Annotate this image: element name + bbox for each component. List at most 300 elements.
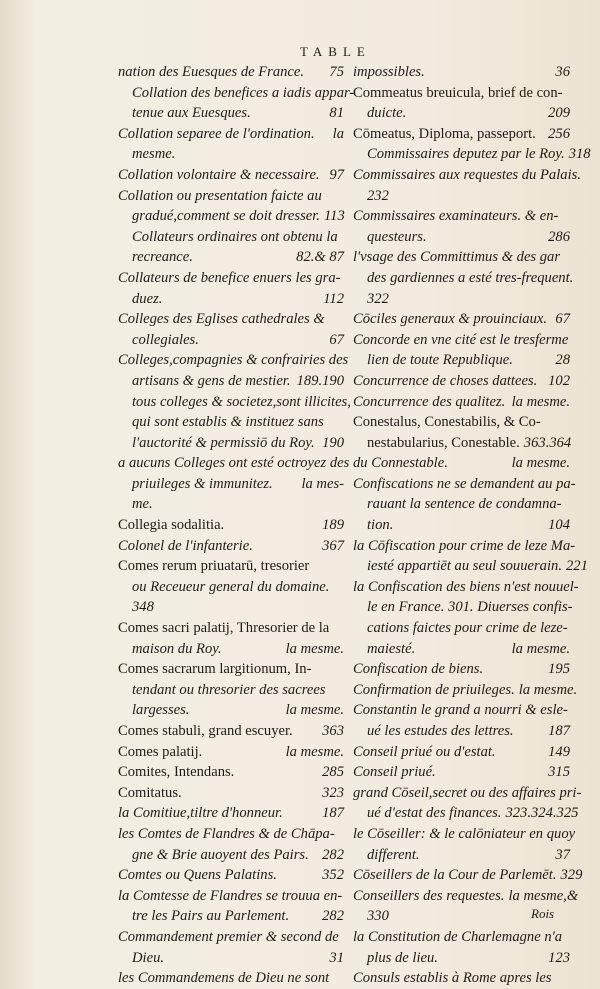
- entry-text: qui sont establis & instituez sans: [132, 414, 324, 431]
- entry-line: [353, 597, 573, 618]
- index-entry: [353, 865, 583, 886]
- page-reference: la mesme.: [285, 640, 344, 657]
- page-reference: [340, 577, 344, 598]
- entry-line: [353, 536, 576, 557]
- entry-text: Cōmeatus, Diploma, passeport.: [353, 125, 536, 142]
- entry-line: [353, 845, 570, 866]
- page-reference: 113: [323, 208, 345, 225]
- entry-line: [353, 453, 570, 474]
- entry-text: Concorde en vne cité est le tresferme: [353, 331, 569, 348]
- entry-text: Confiscation de biens.: [353, 661, 484, 678]
- page-reference: 189.190: [296, 372, 344, 389]
- page-reference: [340, 144, 344, 165]
- entry-text: Comes rerum priuatarū, tresorier: [118, 558, 310, 575]
- index-entry: [118, 803, 344, 824]
- index-entry: [353, 536, 588, 577]
- page-reference: [348, 350, 352, 371]
- index-entry: [118, 309, 344, 350]
- entry-line: [118, 536, 344, 557]
- entry-text: Collateurs ordinaires ont obtenu la: [132, 228, 338, 245]
- entry-line: [353, 124, 570, 145]
- entry-line: [353, 186, 570, 207]
- entry-line: [118, 350, 349, 371]
- entry-text: Comites, Intendans.: [118, 764, 235, 781]
- page-reference: [566, 968, 570, 989]
- entry-text: Collation des benefices a iadis appar-: [132, 84, 355, 101]
- entry-text: Comes stabuli, grand escuyer.: [118, 723, 293, 739]
- index-entry: [353, 577, 579, 659]
- entry-line: [118, 62, 344, 83]
- entry-line: [118, 597, 344, 618]
- index-entry: [353, 824, 576, 865]
- entry-text: le Cōseiller: & le calōniateur en quoy: [353, 825, 576, 842]
- page-reference: [575, 536, 579, 557]
- entry-text: Confirmation de priuileges.: [353, 681, 515, 698]
- entry-line: [353, 206, 570, 227]
- entry-text: Cōseillers de la Cour de Parlemēt.: [353, 867, 557, 884]
- index-entry: [353, 83, 570, 124]
- entry-text: tous colleges & societez,sont illicites,: [132, 393, 351, 410]
- page-reference: 363: [322, 723, 344, 739]
- entry-line: [118, 268, 344, 289]
- entry-text: plus de lieu.: [367, 949, 438, 966]
- page-reference: [568, 330, 572, 351]
- index-entry: [118, 453, 350, 515]
- page-reference: 282: [322, 908, 344, 925]
- entry-line: [353, 62, 570, 83]
- index-entry: [118, 62, 355, 124]
- entry-text: Commissaires deputez par le Roy.: [367, 146, 565, 163]
- entry-text: Concurrence des qualitez.: [353, 393, 506, 410]
- entry-text: tendant ou thresorier des sacrees: [132, 681, 326, 698]
- entry-line: [353, 83, 570, 104]
- entry-line: [353, 680, 578, 701]
- entry-text: Collateurs de benefice enuers les gra-: [118, 269, 341, 286]
- index-entry: [118, 783, 344, 804]
- entry-text: nation des Euesques de France.: [118, 64, 305, 80]
- entry-text: gne & Brie auoyent des Pairs.: [132, 846, 309, 863]
- entry-text: Collation volontaire & necessaire.: [118, 166, 320, 183]
- entry-line: [118, 494, 344, 515]
- entry-line: [118, 803, 344, 824]
- entry-line: [353, 144, 591, 165]
- index-entry: [118, 742, 344, 763]
- index-entry: [353, 206, 570, 247]
- page-reference: [572, 597, 576, 618]
- index-entry: [118, 968, 344, 989]
- entry-line: [118, 247, 344, 268]
- entry-text: Commissaires examinateurs. & en-: [353, 208, 559, 225]
- entry-line: [353, 659, 570, 680]
- entry-line: [118, 742, 344, 763]
- index-entry: [118, 824, 344, 865]
- entry-line: [118, 618, 344, 639]
- entry-line: [353, 412, 570, 433]
- entry-line: [118, 680, 344, 701]
- entry-text: Commeatus breuicula, brief de con-: [353, 84, 563, 101]
- entry-line: [353, 886, 579, 907]
- page-reference: [340, 927, 344, 948]
- index-entry: [353, 927, 570, 968]
- page-reference: 97: [329, 166, 344, 183]
- entry-text: 232: [367, 187, 389, 204]
- entry-text: Dieu.: [132, 949, 165, 966]
- entry-text: priuileges & immunitez.: [132, 475, 273, 492]
- entry-line: [118, 165, 344, 186]
- page-reference: [340, 824, 344, 845]
- index-entry: [353, 474, 576, 536]
- entry-line: [353, 803, 579, 824]
- page-reference: 282: [322, 846, 344, 863]
- page-reference: [576, 474, 580, 495]
- entry-line: [353, 556, 588, 577]
- entry-line: [118, 515, 344, 536]
- page-reference: la mes-: [301, 475, 344, 492]
- index-entry: [353, 392, 570, 413]
- page-reference: 28: [555, 352, 570, 369]
- index-entry: [118, 659, 344, 721]
- page-reference: [566, 412, 570, 433]
- entry-text: maison du Roy.: [132, 640, 222, 657]
- page-reference: 352: [322, 867, 344, 884]
- entry-line: [353, 865, 583, 886]
- index-entry: [118, 721, 344, 742]
- page-reference: [579, 577, 583, 598]
- entry-text: l'vsage des Committimus & des gar: [353, 249, 561, 266]
- entry-text: Collation ou presentation faicte au: [118, 187, 322, 204]
- entry-line: [118, 906, 344, 927]
- entry-text: Conseil priué.: [353, 764, 436, 781]
- entry-line: [118, 700, 344, 721]
- entry-text: Conseillers des requestes.: [353, 887, 505, 904]
- page-reference: [566, 494, 570, 515]
- entry-text: Collation separee de l'ordination.: [118, 125, 315, 142]
- page-reference: 104: [548, 517, 570, 534]
- entry-text: mesme.: [132, 146, 176, 163]
- entry-text: la Confiscation des biens n'est nouuel-: [353, 578, 579, 595]
- page-reference: 81: [329, 105, 344, 122]
- page-reference: 209: [548, 105, 570, 122]
- page-reference: [340, 659, 344, 680]
- page-reference: [566, 206, 570, 227]
- page-reference: [566, 247, 570, 268]
- right-column: [353, 62, 591, 989]
- entry-text: Comitatus.: [118, 784, 182, 801]
- page-reference: [573, 268, 577, 289]
- entry-text: impossibles.: [353, 64, 425, 80]
- entry-line: [353, 742, 570, 763]
- entry-line: [353, 927, 570, 948]
- page-reference: la mesme.: [511, 393, 570, 410]
- entry-line: [118, 948, 344, 969]
- index-entry: [353, 62, 570, 83]
- entry-text: Conestalus, Conestabilis, & Co-: [353, 414, 541, 431]
- entry-text: maiesté.: [367, 640, 416, 657]
- entry-line: [118, 845, 344, 866]
- running-header: TABLE: [300, 44, 371, 59]
- entry-text: Confiscations ne se demandent au pa-: [353, 475, 576, 492]
- entry-text: tre les Pairs au Parlement.: [132, 908, 290, 925]
- page-reference: [340, 968, 344, 989]
- entry-text: Cōciles generaux & prouinciaux.: [353, 311, 548, 328]
- entry-line: [118, 433, 344, 454]
- entry-line: [353, 350, 570, 371]
- index-entry: [118, 124, 344, 165]
- page-reference: 195: [548, 661, 570, 678]
- page-reference: la: [332, 125, 344, 142]
- catchword: Rois: [531, 906, 555, 921]
- page-reference: 256: [548, 125, 570, 142]
- entry-line: [118, 206, 344, 227]
- entry-text: Comes sacri palatij, Thresorier de la: [118, 620, 330, 637]
- entry-line: [118, 227, 344, 248]
- page-reference: la mesme.: [285, 743, 344, 760]
- entry-text: Colonel de l'infanterie.: [118, 537, 253, 554]
- entry-text: Constantin le grand a nourri & esle-: [353, 702, 568, 719]
- page-reference: la mesme.: [511, 455, 570, 472]
- entry-text: questeurs.: [367, 228, 427, 245]
- index-entry: [118, 536, 344, 557]
- page-reference: 123: [548, 949, 570, 966]
- entry-text: Consuls establis à Rome apres les: [353, 970, 552, 987]
- entry-line: [353, 474, 576, 495]
- page-reference: [568, 618, 572, 639]
- entry-text: Comes sacrarum largitionum, In-: [118, 661, 312, 678]
- entry-text: des gardiennes a esté tres-frequent.: [367, 269, 574, 286]
- entry-line: [118, 577, 344, 598]
- entry-line: [118, 824, 344, 845]
- page-reference: la mesme,&: [508, 887, 579, 904]
- page-reference: [581, 165, 585, 186]
- page-reference: 190: [322, 434, 344, 451]
- entry-text: Concurrence de choses dattees.: [353, 372, 538, 389]
- entry-text: la Cōfiscation pour crime de leze Ma-: [353, 537, 576, 554]
- page-reference: [566, 289, 570, 310]
- entry-text: tenue aux Euesques.: [132, 105, 251, 122]
- page-reference: 31: [329, 949, 344, 966]
- index-entry: [118, 927, 344, 968]
- entry-text: grand Cōseil,secret ou des affaires pri-: [353, 784, 582, 801]
- page-reference: 75: [329, 64, 344, 80]
- entry-line: [353, 330, 570, 351]
- page-reference: [341, 268, 345, 289]
- entry-text: cations faictes pour crime de leze-: [367, 620, 568, 637]
- entry-line: [353, 392, 570, 413]
- entry-text: Commandement premier & second de: [118, 928, 339, 945]
- entry-line: [353, 227, 570, 248]
- page-reference: [340, 556, 344, 577]
- entry-text: nestabularius, Conestable.: [367, 434, 520, 451]
- entry-line: [353, 309, 570, 330]
- entry-text: iesté appartiēt au seul souuerain.: [367, 558, 562, 575]
- entry-text: Collegia sodalitia.: [118, 517, 225, 534]
- page-reference: [566, 186, 570, 207]
- page-reference: [566, 927, 570, 948]
- entry-text: la Constitution de Charlemagne n'a: [353, 928, 563, 945]
- entry-text: recreance.: [132, 249, 193, 266]
- index-entry: [118, 515, 344, 536]
- index-entry: [118, 618, 344, 659]
- index-entry: [353, 762, 570, 783]
- page-reference: 36: [555, 64, 570, 80]
- entry-text: les Commandemens de Dieu ne sont: [118, 970, 330, 987]
- page-reference: [566, 83, 570, 104]
- index-entry: [353, 371, 570, 392]
- entry-line: [118, 474, 344, 495]
- page-reference: 82.& 87: [296, 249, 344, 266]
- entry-text: le en France. 301. Diuerses confis-: [367, 599, 573, 616]
- entry-line: [353, 721, 570, 742]
- entry-line: [118, 783, 344, 804]
- entry-text: ué les estudes des lettres.: [367, 723, 514, 739]
- page-reference: 67: [555, 311, 570, 328]
- page-reference: 149: [548, 743, 570, 760]
- page-reference: 189: [322, 517, 344, 534]
- index-entry: [353, 309, 570, 330]
- index-entry: [118, 268, 344, 309]
- entry-text: 348: [132, 599, 154, 616]
- entry-text: Comes palatij.: [118, 743, 203, 760]
- page-reference: [340, 680, 344, 701]
- page-reference: 102: [548, 372, 570, 389]
- entry-line: [353, 268, 574, 289]
- index-entry: [353, 659, 570, 680]
- index-entry: [353, 783, 582, 824]
- entry-text: duez.: [132, 290, 163, 307]
- left-column: [118, 62, 355, 989]
- index-entry: [118, 556, 344, 618]
- page-reference: 67: [329, 331, 344, 348]
- entry-line: [353, 165, 581, 186]
- entry-text: lien de toute Republique.: [367, 352, 513, 369]
- entry-line: [353, 639, 570, 660]
- page-reference: 187: [548, 723, 570, 739]
- entry-line: [118, 556, 344, 577]
- page-reference: 363.364: [523, 434, 572, 451]
- entry-line: [118, 659, 344, 680]
- entry-line: [118, 886, 344, 907]
- index-entry: [118, 865, 344, 886]
- entry-text: ué d'estat des finances.: [367, 805, 502, 822]
- page-reference: [340, 412, 344, 433]
- entry-text: me.: [132, 496, 153, 513]
- entry-line: [118, 453, 350, 474]
- entry-text: Colleges des Eglises cathedrales &: [118, 311, 325, 328]
- entry-text: Colleges,compagnies & confrairies des: [118, 352, 349, 369]
- entry-line: [353, 494, 570, 515]
- page-reference: [340, 597, 344, 618]
- entry-line: [353, 433, 570, 454]
- page-reference: 318: [568, 146, 591, 163]
- index-entry: [118, 350, 351, 453]
- page-reference: 315: [548, 764, 570, 781]
- entry-line: [118, 639, 344, 660]
- entry-text: duicte.: [367, 105, 407, 122]
- page-reference: 285: [322, 764, 344, 781]
- index-entry: [118, 186, 344, 268]
- entry-line: [353, 371, 570, 392]
- entry-line: [353, 247, 570, 268]
- entry-text: l'auctorité & permissiō du Roy.: [132, 434, 315, 451]
- entry-line: [353, 618, 570, 639]
- entry-text: la Comitiue,tiltre d'honneur.: [118, 805, 283, 822]
- page-reference: 367: [322, 537, 344, 554]
- page-reference: 329: [560, 867, 583, 884]
- index-entry: [353, 412, 570, 453]
- entry-line: [118, 309, 344, 330]
- page-reference: 323: [322, 784, 344, 801]
- page-reference: [340, 494, 344, 515]
- entry-line: [118, 721, 344, 742]
- entry-line: [118, 392, 351, 413]
- index-entry: [353, 165, 581, 206]
- entry-text: les Comtes de Flandres & de Chāpa-: [118, 825, 335, 842]
- entry-line: [353, 824, 576, 845]
- entry-line: [353, 289, 570, 310]
- page-reference: la mesme.: [511, 640, 570, 657]
- page-reference: [566, 906, 570, 927]
- entry-text: a aucuns Colleges ont esté octroyez des: [118, 455, 350, 472]
- index-entry: [353, 680, 578, 701]
- entry-line: [118, 330, 344, 351]
- page-reference: [340, 309, 344, 330]
- page-reference: [340, 186, 344, 207]
- entry-text: tion.: [367, 517, 394, 534]
- entry-line: [118, 865, 344, 886]
- entry-line: [118, 412, 344, 433]
- page-reference: [568, 700, 572, 721]
- entry-line: [118, 186, 344, 207]
- page-reference: 221: [565, 558, 588, 575]
- entry-text: Conseil priué ou d'estat.: [353, 743, 496, 760]
- entry-text: largesses.: [132, 702, 190, 719]
- entry-line: [353, 762, 570, 783]
- entry-text: 322: [367, 290, 389, 307]
- entry-line: [353, 700, 570, 721]
- entry-line: [118, 927, 344, 948]
- entry-line: [353, 948, 570, 969]
- entry-line: [118, 968, 344, 989]
- entry-line: [118, 144, 344, 165]
- entry-text: gradué,comment se doit dresser.: [132, 208, 320, 225]
- entry-line: [118, 289, 344, 310]
- page-reference: la mesme.: [518, 681, 578, 698]
- entry-line: [353, 783, 582, 804]
- entry-line: [118, 83, 355, 104]
- page-reference: 187: [322, 805, 344, 822]
- entry-text: Comtes ou Quens Palatins.: [118, 867, 277, 884]
- index-entry: [118, 886, 344, 927]
- entry-line: [118, 103, 344, 124]
- page-reference: 323.324.325: [505, 805, 579, 822]
- entry-line: [118, 371, 344, 392]
- entry-text: 330: [367, 908, 389, 925]
- entry-text: ou Receueur general du domaine.: [132, 578, 330, 595]
- entry-line: [353, 103, 570, 124]
- entry-text: rauant la sentence de condamna-: [367, 496, 562, 513]
- entry-text: la Comtesse de Flandres se trouua en-: [118, 887, 343, 904]
- page-reference: 112: [323, 290, 344, 307]
- index-entry: [118, 762, 344, 783]
- index-entry: [353, 700, 570, 741]
- index-entry: [353, 124, 591, 165]
- page-reference: 286: [548, 228, 570, 245]
- entry-line: [353, 968, 570, 989]
- page-reference: [575, 824, 579, 845]
- entry-line: [353, 515, 570, 536]
- entry-line: [118, 124, 344, 145]
- entry-line: [118, 762, 344, 783]
